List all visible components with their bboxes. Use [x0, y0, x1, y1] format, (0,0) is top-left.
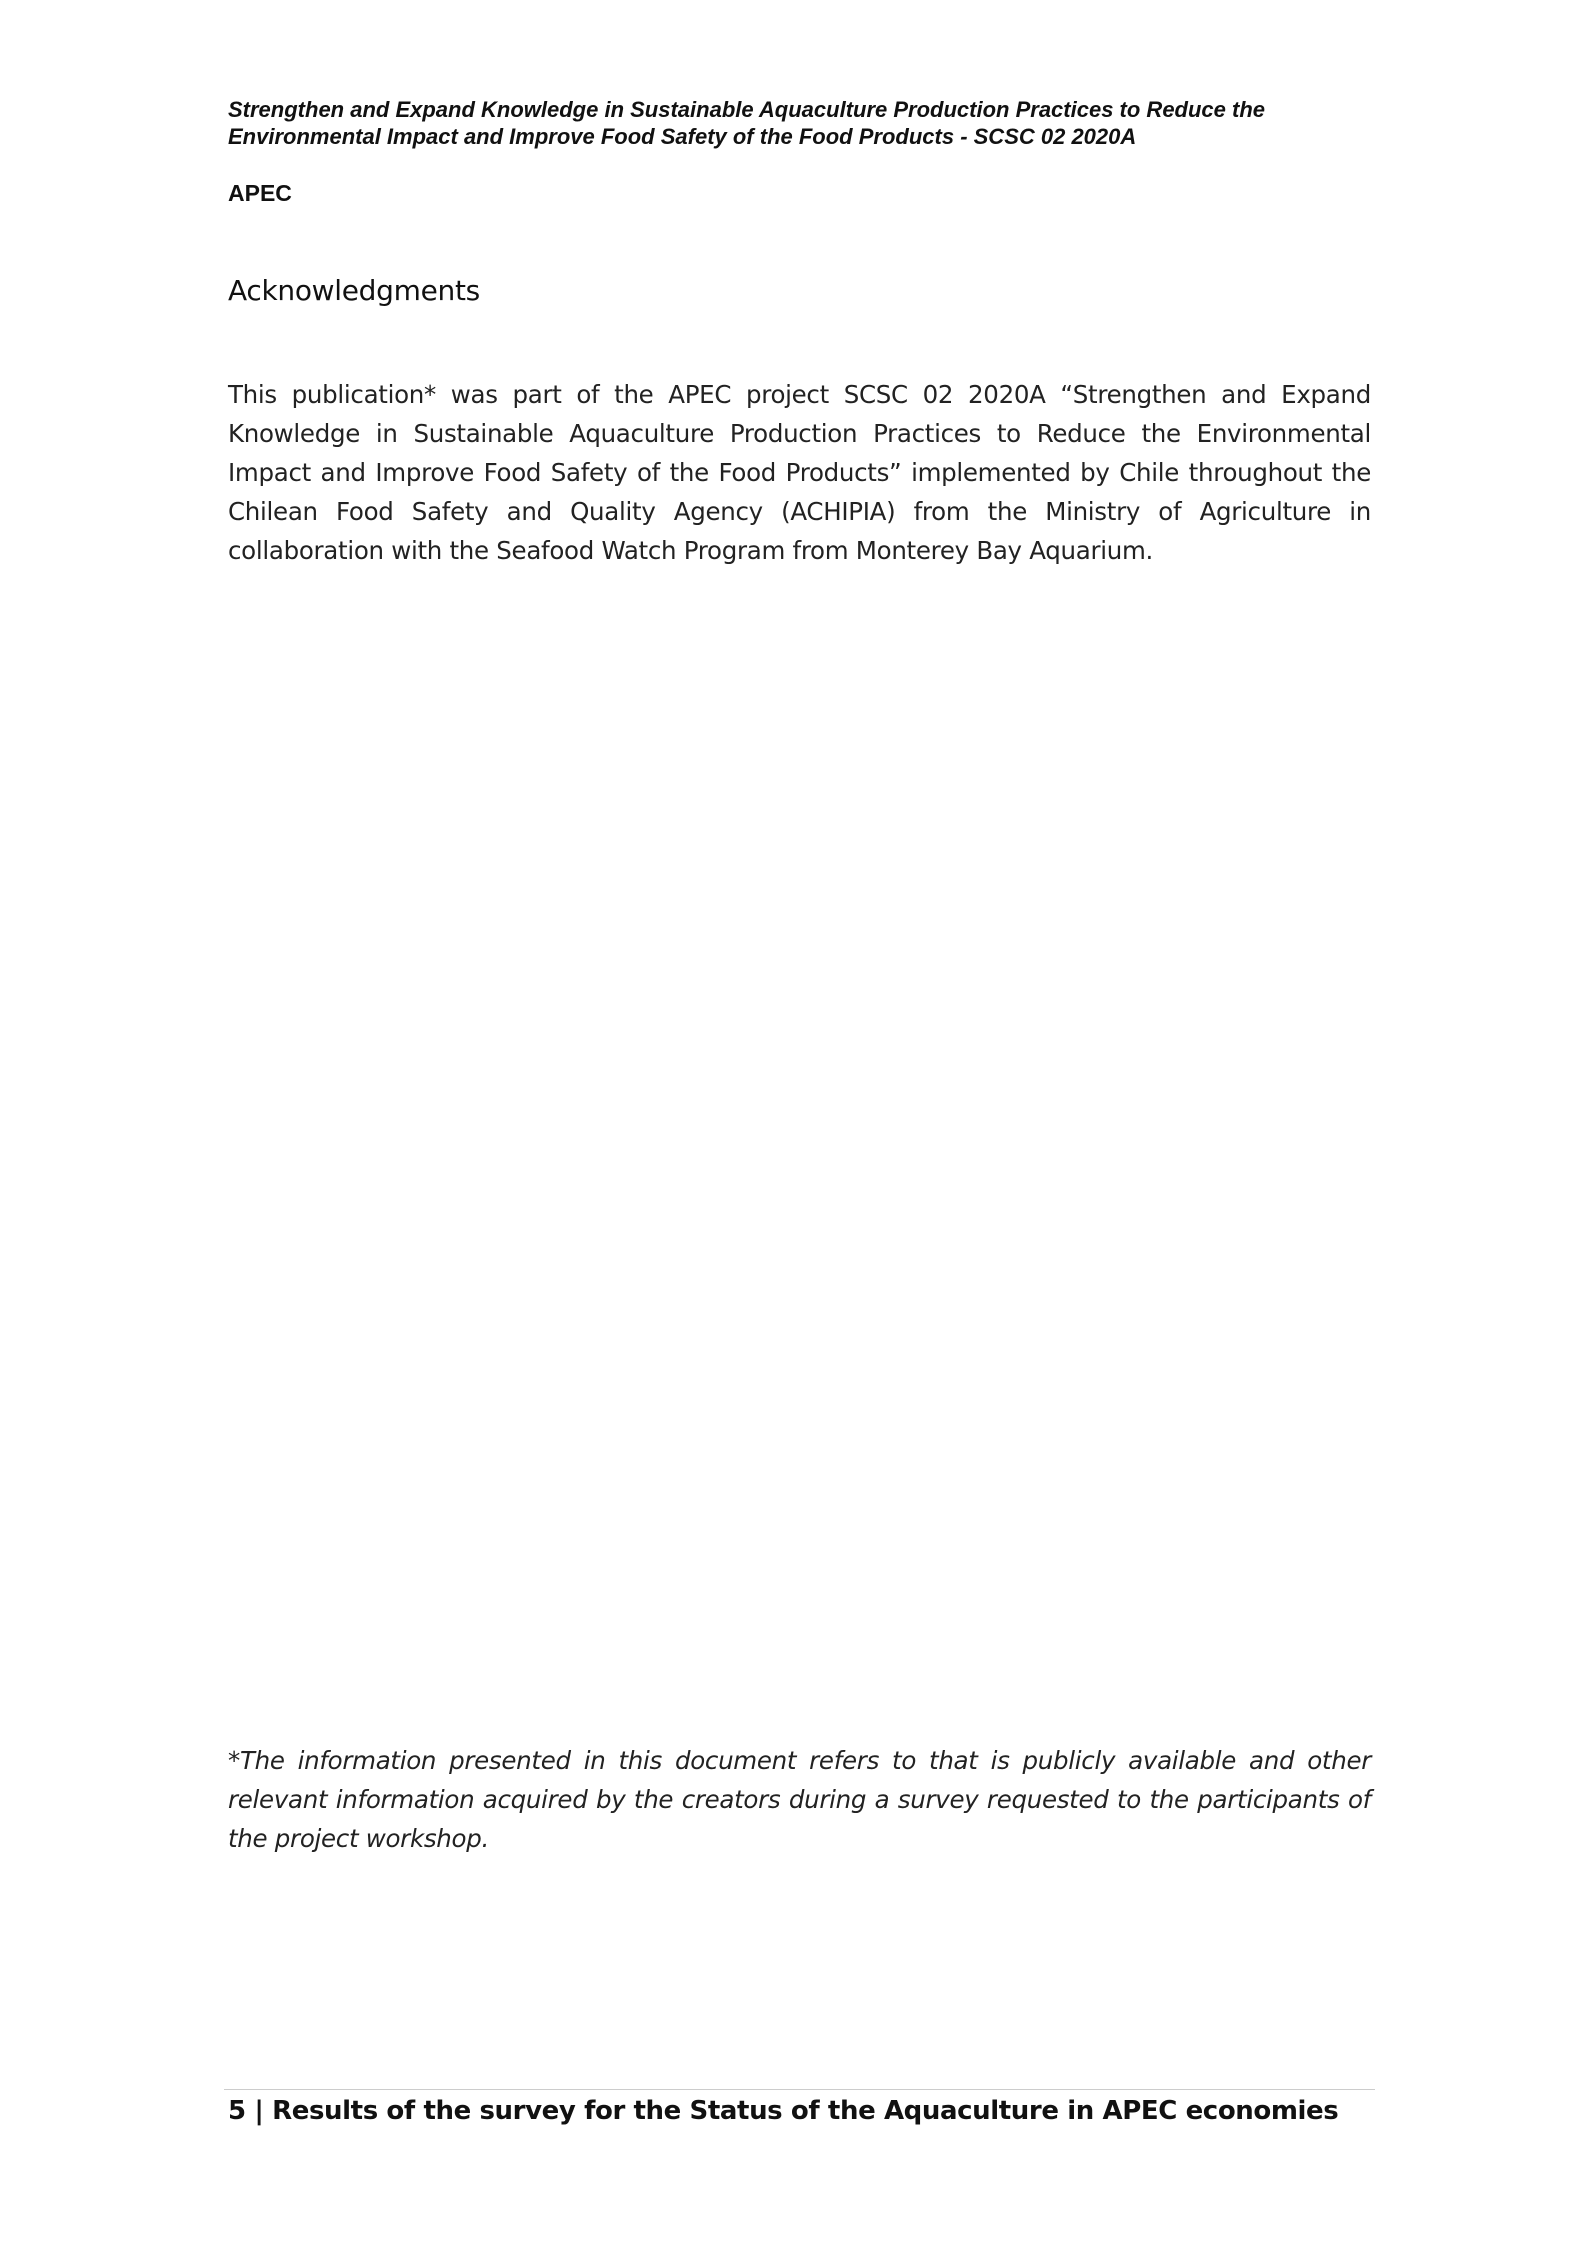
section-heading: Acknowledgments	[228, 274, 480, 307]
running-header-title: Strengthen and Expand Knowledge in Sustainable Aquaculture Production Practices to Reduce the Environmental Impact and Improve Food Safety of the Food Products - SCSC 02 2020A	[228, 97, 1266, 149]
page-number: 5	[228, 2096, 246, 2126]
running-header-org: APEC	[228, 180, 292, 206]
acknowledgments-paragraph: This publication* was part of the APEC project SCSC 02 2020A “Strengthen and Expand Knowledge in Sustainable Aquaculture Production Practices to Reduce the Environmental Impact and Improve Food Safety of the Food Products” implemented by Chile throughout the Chilean Food Safety and Quality Agency (ACHIPIA) from the Ministry of Agriculture in collaboration with the Seafood Watch Program from Monterey Bay Aquarium.	[228, 380, 1371, 565]
footnote: *The information presented in this document refers to that is publicly available and other relevant information acquired by the creators during a survey requested to the participants of the project workshop.	[228, 1746, 1371, 1853]
footer-separator: |	[254, 2096, 264, 2126]
footer-title: Results of the survey for the Status of the Aquaculture in APEC economies	[272, 2096, 1339, 2126]
page-footer	[228, 2096, 1338, 2126]
footer-divider	[224, 2089, 1375, 2090]
